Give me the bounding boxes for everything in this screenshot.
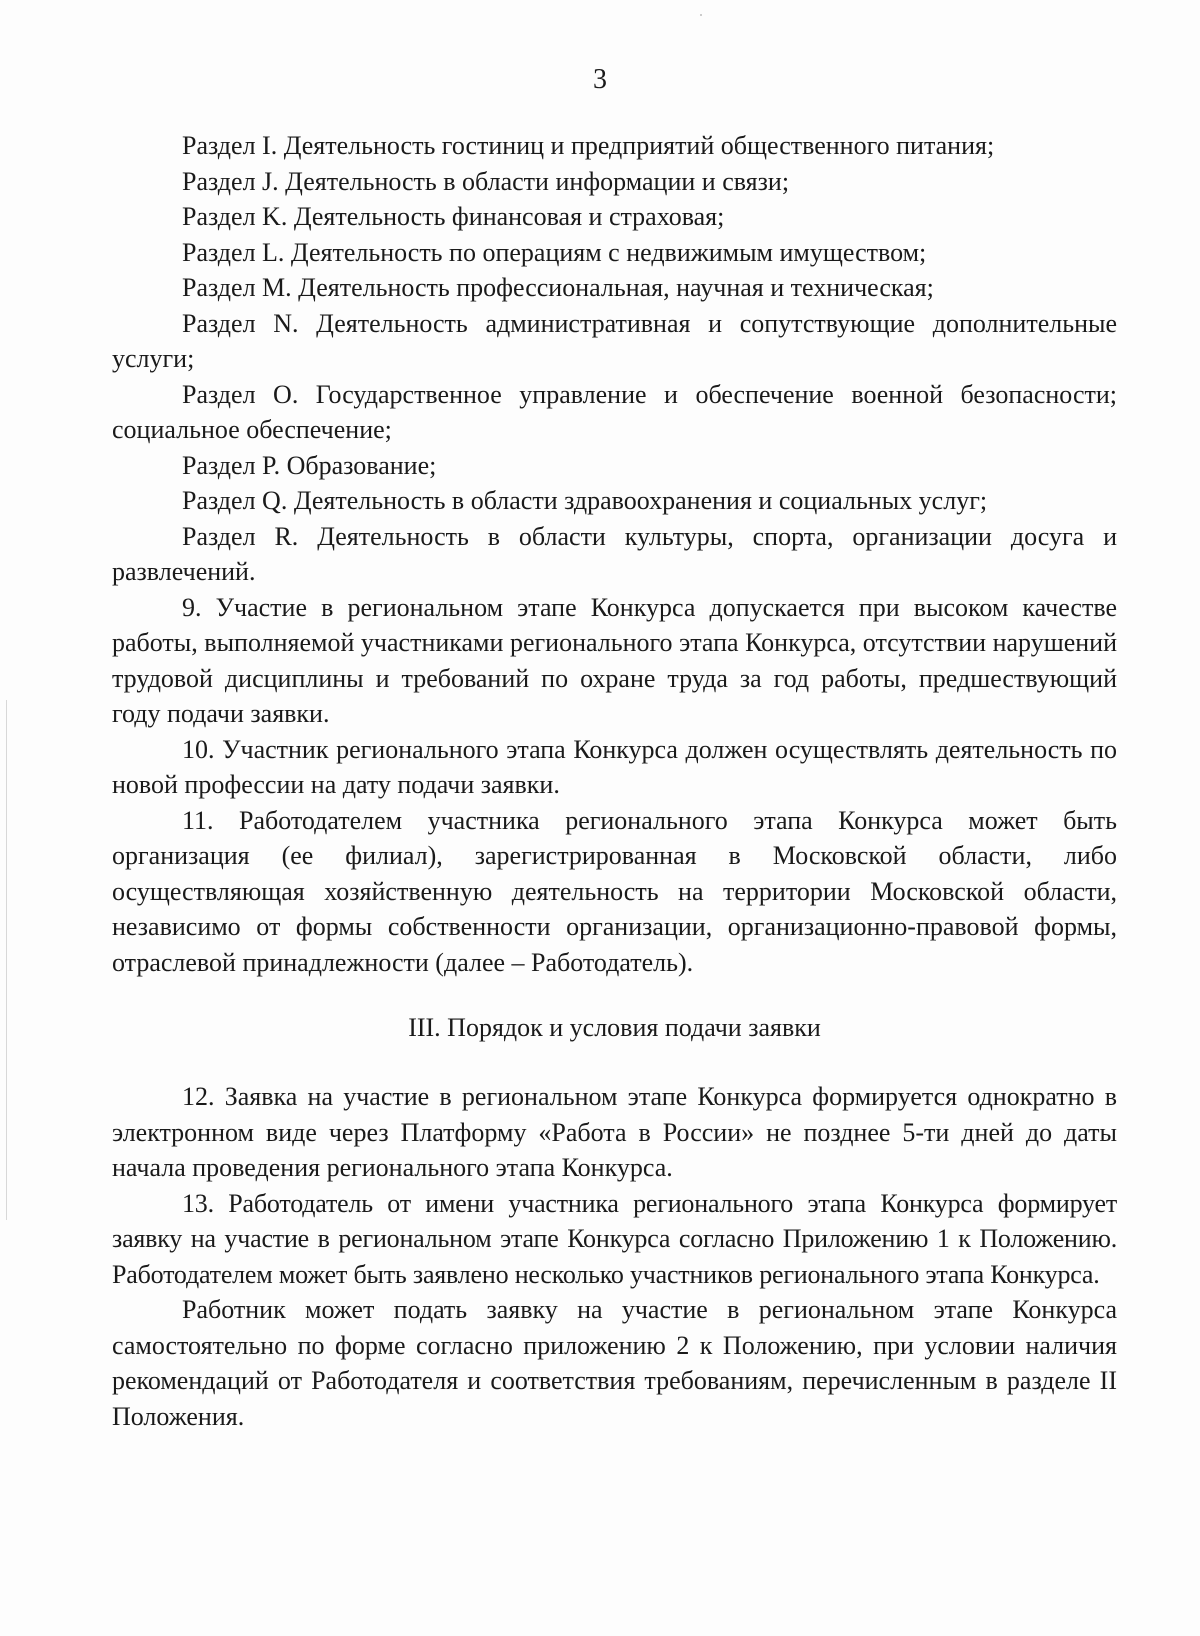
section-q-line: Раздел Q. Деятельность в области здравоохранения и социальных услуг; [182, 486, 988, 515]
section-l-line: Раздел L. Деятельность по операциям с недвижимым имуществом; [182, 237, 927, 267]
clause-10: 10. Участник регионального этапа Конкурса должен осуществлять деятельность по новой профессии на дату подачи заявки. [112, 734, 1117, 799]
section-i-line: Раздел I. Деятельность гостиниц и предприятий общественного питания; [182, 131, 995, 160]
document-body [112, 128, 1117, 1434]
scan-edge-line [6, 700, 7, 1220]
scan-speck [700, 14, 702, 16]
section-o-line: Раздел O. Государственное управление и обеспечение военной безопасности; социальное обеспечение; [112, 379, 1117, 444]
clause-9: 9. Участие в региональном этапе Конкурса допускается при высоком качестве работы, выполняемой участниками регионального этапа Конкурса, отсутствии нарушений трудовой дисциплины и требований по охране труда за год работы, предшествующий году подачи заявки. [112, 592, 1117, 728]
clause-11: 11. Работодателем участника регионального этапа Конкурса может быть организация (ее филиал), зарегистрированная в Московской области, либо осуществляющая хозяйственную деятельность на территории Московской области, независимо от формы собственности организации, организационно-правовой формы, отраслевой принадлежности (далее – Работодатель). [112, 805, 1117, 977]
clause-12: 12. Заявка на участие в региональном этапе Конкурса формируется однократно в электронном виде через Платформу «Работа в России» не позднее 5-ти дней до даты начала проведения регионального этапа Конкурса. [112, 1082, 1117, 1182]
section-k-line: Раздел K. Деятельность финансовая и страховая; [182, 202, 725, 231]
section-n-line: Раздел N. Деятельность административная и сопутствующие дополнительные услуги; [112, 308, 1117, 373]
section-heading: III. Порядок и условия подачи заявки [408, 1013, 821, 1042]
section-m-line: Раздел M. Деятельность профессиональная, научная и техническая; [182, 273, 934, 302]
section-r-line: Раздел R. Деятельность в области культуры, спорта, организации досуга и развлечений. [112, 521, 1117, 586]
clause-13: 13. Работодатель от имени участника регионального этапа Конкурса формирует заявку на участие в региональном этапе Конкурса согласно Приложению 1 к Положению. Работодателем может быть заявлено несколько участников регионального этапа Конкурса. [112, 1188, 1117, 1289]
page-number: 3 [593, 64, 607, 95]
section-p-line: Раздел P. Образование; [182, 450, 437, 480]
section-j-line: Раздел J. Деятельность в области информации и связи; [182, 166, 790, 196]
employee-application-paragraph: Работник может подать заявку на участие в региональном этапе Конкурса самостоятельно по форме согласно приложению 2 к Положению, при условии наличия рекомендаций от Работодателя и соответствия требованиям, перечисленным в разделе II Положения. [112, 1295, 1117, 1431]
